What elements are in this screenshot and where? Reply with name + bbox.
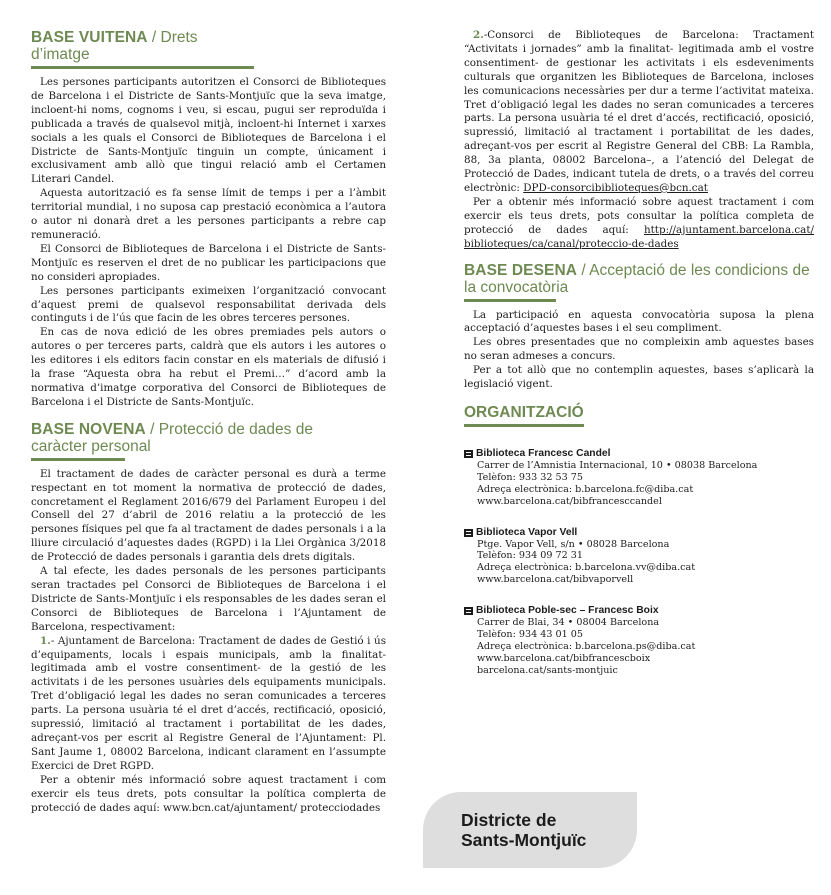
library-email[interactable]: Adreça electrònica: b.barcelona.fc@diba.cat (477, 483, 694, 495)
base-novena-p3 (31, 635, 386, 774)
library-address: Ptge. Vapor Vell, s/n • 08028 Barcelona (477, 538, 670, 550)
library-email[interactable]: Adreça electrònica: b.barcelona.vv@diba.cat (477, 562, 696, 574)
library-address: Carrer de l’Amnistia Internacional, 10 • 08038 Barcelona (477, 459, 758, 471)
library-phone: Telèfon: 934 09 72 31 (477, 550, 583, 562)
library-name: Biblioteca Francesc Candel (476, 447, 611, 459)
more-info-paragraph (464, 196, 814, 252)
base-vuitena-heading (31, 29, 256, 63)
base-novena-p1: El tractament de dades de caràcter personal es durà a terme respectant en tot moment la normativa de protecció de dades, concretament el Reglament 2016/679 del Parlament Europeu i del Consell del 27 d’abril de 2016 relatiu a la protecció de les persones físiques pel que fa al tractament de dades personals i a la lliure circulació d’aquestes dades (RGPD) i la Llei Orgànica 3/2018 de Protecció de dades personals i garantia dels drets digitals. (31, 467, 386, 564)
data-protection-link[interactable]: http://ajuntament.barcelona.cat/ biblioteques/ca/canal/proteccio-de-dades (464, 223, 814, 250)
right-column (464, 0, 814, 677)
point-2-paragraph (464, 29, 814, 196)
left-column (31, 0, 386, 815)
library-icon (464, 450, 473, 458)
district-badge (423, 792, 637, 868)
base-novena-subtitle: / Protecció de dades de caràcter personal (31, 420, 313, 455)
base-novena-p4: Per a obtenir més informació sobre aquest tractament i com exercir els teus drets, pots consultar la política complerta de protecció de dades aquí: www.bcn.cat/ajuntament/ protecciodades (31, 773, 386, 814)
base-vuitena-title: BASE VUITENA (31, 29, 148, 46)
library-address: Carrer de Blai, 34 • 08004 Barcelona (477, 617, 660, 629)
library-name-row (464, 448, 814, 460)
base-desena-p1: La participació en aquesta convocatòria suposa la plena acceptació d’aquestes bases i el seu compliment. (464, 308, 814, 335)
base-vuitena-p2: Aquesta autorització es fa sense límit de temps i per a l’àmbit territorial mundial, i no suposa cap prestació econòmica a l’autora o autor ni donarà dret a les persones participants a rebre cap remuneració. (31, 187, 386, 241)
base-desena-title: BASE DESENA (464, 261, 578, 279)
library-web[interactable]: www.barcelona.cat/bibfrancesccandel (477, 495, 662, 507)
district-badge-line2: Sants-Montjuïc (461, 830, 587, 850)
point-2-number: 2. (473, 29, 484, 41)
base-vuitena-p3: El Consorci de Biblioteques de Barcelona i el Districte de Sants-Montjuïc es reserven el dret de no publicar les participacions que no consideri apropiades. (31, 242, 386, 283)
library-name: Biblioteca Poble-sec – Francesc Boix (476, 605, 659, 617)
base-desena-p3: Per a tot allò que no contemplin aquestes, bases s’aplicarà la legislació vigent. (464, 364, 814, 391)
base-novena-heading (31, 421, 371, 455)
base-novena-p2: A tal efecte, les dades personals de les persones participants seran tractades pel Consorci de Biblioteques de Barcelona i el Districte de Sants-Montjuïc i els responsables de les dades seran el Consorci de Biblioteques de Barcelona i l’Ajuntament de Barcelona, respectivament: (31, 565, 386, 633)
library-icon (464, 607, 473, 615)
library-web[interactable]: www.barcelona.cat/bibfrancescboix (477, 652, 651, 664)
library-card (464, 448, 814, 508)
base-vuitena-subtitle: / Drets d’imatge (31, 29, 198, 63)
base-desena-subtitle: / Acceptació de les condicions de la convocatòria (464, 261, 810, 296)
district-web[interactable]: barcelona.cat/sants-montjuic (477, 664, 618, 676)
library-web[interactable]: www.barcelona.cat/bibvaporvell (477, 574, 634, 586)
library-icon (464, 529, 473, 537)
library-name: Biblioteca Vapor Vell (476, 526, 578, 538)
base-novena-title: BASE NOVENA (31, 420, 146, 438)
library-email[interactable]: Adreça electrònica: b.barcelona.ps@diba.cat (477, 641, 696, 652)
more-info-text: Per a obtenir més informació sobre aquest tractament i com exercir els teus drets, pots consultar la política completa de protecció de dades aquí: (464, 195, 814, 236)
base-desena-heading (464, 262, 814, 296)
library-name-row (464, 605, 814, 617)
dpd-email-link[interactable]: DPD-consorcibiblioteques@bcn.cat (523, 181, 708, 194)
library-phone: Telèfon: 933 32 53 75 (477, 471, 583, 483)
organitzacio-heading: ORGANITZACIÓ (464, 404, 584, 427)
library-card (464, 527, 814, 587)
base-desena-p2: Les obres presentades que no compleixin amb aquestes bases no seran admeses a concurs. (464, 336, 814, 363)
base-vuitena-p4: Les persones participants eximeixen l’organització convocant d’aquest premi de qualsevol responsabilitat derivada dels continguts i de l’ús que facin de les obres terceres persones. (31, 284, 386, 325)
point-1-text: - Ajuntament de Barcelona: Tractament de dades de Gestió i ús d’equipaments, locals i espais municipals, amb la finalitat- legitimada amb el vostre consentiment- de la gestió de les activitats i de les persones usuàries dels equipaments municipals. Tret d’obligació legal les dades no seran comunicades a terceres parts. La persona usuària té el dret d’accés, rectificació, oposició, supressió, limitació al tractament i portabilitat de les dades, adreçant-vos per escrit al Registre General de l’Ajuntament: Pl. Sant Jaume 1, 08002 Barcelona, indicant clarament en l’assumpte Exercici de Dret RGPD. (31, 634, 386, 772)
district-badge-line1: Districte de (461, 810, 557, 830)
point-1-number: 1. (40, 634, 51, 647)
library-card (464, 605, 814, 677)
base-vuitena-p5: En cas de nova edició de les obres premiades pels autors o autores o per terceres parts, caldrà que els autors i les autores o les editores i els editors facin constar en els materials de difusió i la frase “Aquesta obra ha rebut el Premi…” d’acord amb la normativa d’imatge corporativa del Consorci de Biblioteques de Barcelona i el Districte de Sants-Montjuïc. (31, 326, 386, 408)
base-vuitena-p1: Les persones participants autoritzen el Consorci de Biblioteques de Barcelona i el Districte de Sants-Montjuïc que la seva imatge, incloent-hi noms, cognoms i veu, si escau, pugui ser reproduïda i publicada a través de qualsevol mitjà, incloent-hi Internet i xarxes socials a les quals el Consorci de Biblioteques de Barcelona i el Districte de Sants-Montjuïc tinguin un compte, únicament i exclusivament amb allò que tingui relació amb el Certamen Literari Candel. (31, 76, 386, 186)
point-2-text: -Consorci de Biblioteques de Barcelona: Tractament “Activitats i jornades” amb la finalitat- legitimada amb el vostre consentiment- de gestionar les activitats i els esdeveniments culturals que organitzen les Biblioteques de Barcelona, incloses les comunicacions necessàries per dur a terme l’activitat mateixa. Tret d’obligació legal les dades no seran comunicades a terceres parts. La persona usuària té el dret d’accés, rectificació, oposició, supressió, limitació al tractament i portabilitat de les dades, adreçant-vos per escrit al Registre General del CBB: La Rambla, 88, 3a planta, 08002 Barcelona–, a l’atenció del Delegat de Protecció de Dades, indicant tutela de drets, o a través del correu electrònic: (464, 29, 814, 194)
library-name-row (464, 527, 814, 539)
library-phone: Telèfon: 934 43 01 05 (477, 629, 583, 641)
